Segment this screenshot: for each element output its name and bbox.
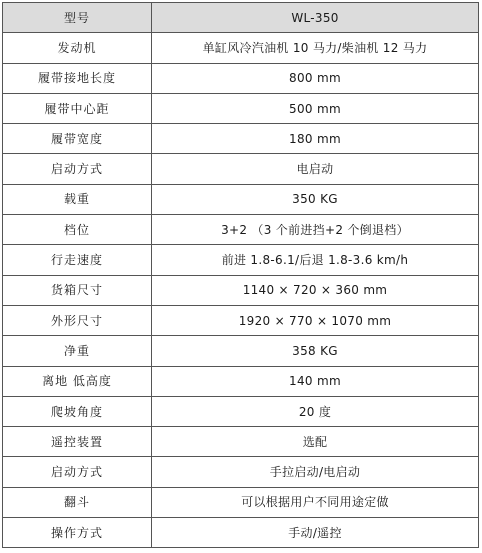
row-label: 履带中心距 (3, 93, 152, 123)
row-label: 档位 (3, 215, 152, 245)
row-label: 外形尺寸 (3, 305, 152, 335)
row-label: 行走速度 (3, 245, 152, 275)
row-label: 货箱尺寸 (3, 275, 152, 305)
row-value: 180 mm (152, 124, 479, 154)
row-label: 净重 (3, 336, 152, 366)
table-row-net-weight (3, 336, 479, 366)
table-row-load (3, 184, 479, 214)
row-value: 3+2 （3 个前进挡+2 个倒退档） (152, 215, 479, 245)
row-label: 爬坡角度 (3, 396, 152, 426)
row-value: 350 KG (152, 184, 479, 214)
row-value: 800 mm (152, 63, 479, 93)
row-label: 启动方式 (3, 154, 152, 184)
row-label: 离地 低高度 (3, 366, 152, 396)
table-row-engine (3, 33, 479, 63)
row-value: 1140 × 720 × 360 mm (152, 275, 479, 305)
row-label: 翻斗 (3, 487, 152, 517)
table-row-dump-bucket (3, 487, 479, 517)
row-value: 358 KG (152, 336, 479, 366)
table-row-ground-clearance (3, 366, 479, 396)
row-label: 履带宽度 (3, 124, 152, 154)
row-value: WL-350 (152, 3, 479, 33)
table-row-start-method-2 (3, 457, 479, 487)
table-row-start-method (3, 154, 479, 184)
row-label: 操作方式 (3, 518, 152, 548)
table-row-overall-dimensions (3, 305, 479, 335)
row-value: 140 mm (152, 366, 479, 396)
table-row-travel-speed (3, 245, 479, 275)
table-row-remote-control (3, 427, 479, 457)
row-label: 遥控装置 (3, 427, 152, 457)
row-value: 可以根据用户不同用途定做 (152, 487, 479, 517)
row-label: 发动机 (3, 33, 152, 63)
row-value: 单缸风冷汽油机 10 马力/柴油机 12 马力 (152, 33, 479, 63)
row-value: 20 度 (152, 396, 479, 426)
spec-table (2, 2, 479, 548)
table-row-climbing-angle (3, 396, 479, 426)
row-value: 500 mm (152, 93, 479, 123)
spec-table-body (3, 3, 479, 548)
table-row-track-width (3, 124, 479, 154)
row-value: 选配 (152, 427, 479, 457)
row-label: 启动方式 (3, 457, 152, 487)
row-value: 前进 1.8-6.1/后退 1.8-3.6 km/h (152, 245, 479, 275)
table-row-cargo-box-size (3, 275, 479, 305)
table-row-operation-mode (3, 518, 479, 548)
row-value: 电启动 (152, 154, 479, 184)
row-value: 手动/遥控 (152, 518, 479, 548)
row-value: 手拉启动/电启动 (152, 457, 479, 487)
row-value: 1920 × 770 × 1070 mm (152, 305, 479, 335)
table-row-model (3, 3, 479, 33)
row-label: 履带接地长度 (3, 63, 152, 93)
table-row-track-center-distance (3, 93, 479, 123)
table-row-gears (3, 215, 479, 245)
table-row-track-ground-length (3, 63, 479, 93)
row-label: 载重 (3, 184, 152, 214)
row-label: 型号 (3, 3, 152, 33)
